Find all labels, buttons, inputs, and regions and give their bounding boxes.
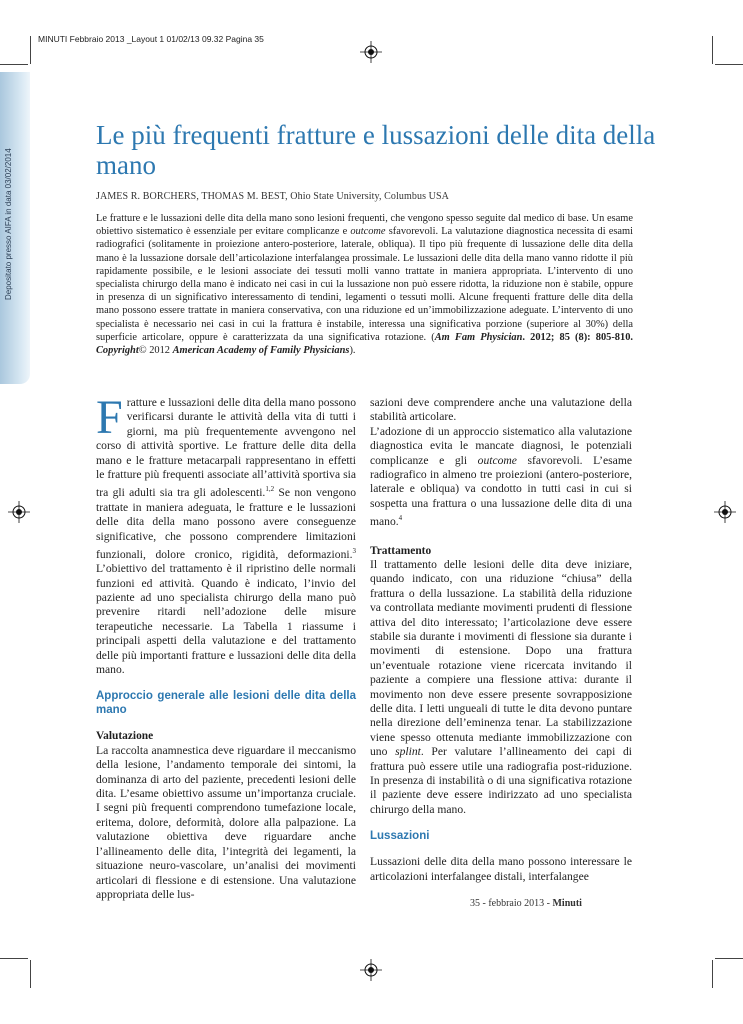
body-column-right	[370, 396, 632, 884]
article-authors: JAMES R. BORCHERS, THOMAS M. BEST, Ohio State University, Columbus USA	[96, 191, 449, 202]
subsection-heading: Trattamento	[370, 544, 432, 557]
crop-mark	[715, 958, 743, 959]
intro-paragraph: Fratture e lussazioni delle dita della mano possono verificarsi durante le attività della vita di tutti i giorni, ma più frequentemente avvengono nel corso di attività sportive. Le fratture delle dita della mano e le fratture metacarpali rappresentano in effetti le fratture più frequenti associate all’attività sportiva sia tra gli adulti sia tra gli adolescenti.$^{1,2}$ Se non vengono trattate in maniera adeguata, le fratture e le lussazioni delle dita della mano possono avere conseguenze significative, che possono comprendere limitazioni funzionali, dolore cronico, rigidità, deformazioni.$^3$ L’obiettivo del trattamento è il ripristino delle normali funzioni ed attività. Quando è indicato, l’invio del paziente ad uno specialista chirurgo della mano può prevenire ritardi nell’adozione delle misure terapeutiche necessarie. La Tabella 1 riassume i principali aspetti della valutazione e del trattamento delle più importanti fratture e lussazioni delle dita della mano.	[96, 391, 356, 677]
deposit-note: Depositato presso AIFA in data 03/02/2014	[4, 148, 13, 300]
crop-mark	[712, 960, 713, 988]
section-heading: Approccio generale alle lesioni delle dita della mano	[96, 690, 356, 717]
page-footer: 35 - febbraio 2013 - Minuti	[470, 898, 582, 909]
drop-cap: F	[96, 391, 123, 444]
printer-slug: MINUTI Febbraio 2013 _Layout 1 01/02/13 09.32 Pagina 35	[38, 34, 264, 44]
body-column-left	[96, 391, 356, 901]
registration-mark-icon	[8, 501, 30, 523]
subsection-heading: Valutazione	[96, 730, 154, 743]
article-abstract: Le fratture e le lussazioni delle dita della mano sono lesioni frequenti, che vengono spesso seguite dal medico di base. Un esame obiettivo sistematico è essenziale per evitare complicanze e outcome sfavorevoli. La valutazione diagnostica necessita di esami radiografici (solitamente in proiezione antero-posteriore, laterale, obliqua). Il tipo più frequente di lussazione delle dita della mano è la lussazione dorsale dell’articolazione interfalangea prossimale. Le lussazioni delle dita della mano vanno ridotte il più rapidamente possibile, e le lesioni associate dei tessuti molli vanno trattate in maniera appropriata. L’intervento di uno specialista chirurgo della mano è indicato nei casi in cui la lussazione non può essere ridotta, la riduzione non è stabile, oppure in presenza di un significativo interessamento di tendini, legamenti o tessuti molli. Alcune frequenti fratture delle dita della mano possono essere trattate in maniera conservativa, con una riduzione ed un’immobilizzazione adeguate. L’intervento di uno specialista è necessario nei casi in cui la frattura è instabile, interessa una significativa porzione (superiore al 30%) della superficie articolare, oppure è caratterizzata da una significativa rotazione. (Am Fam Physician. 2012; 85 (8): 805-810. Copyright© 2012 American Academy of Family Physicians).	[96, 213, 633, 357]
body-paragraph: L’adozione di un approccio sistematico alla valutazione diagnostica evita le mancate diagnosi, le potenziali complicanze e gli outcome sfavorevoli. L’esame radiografico in almeno tre proiezioni (antero-posteriore, laterale e obliqua) va condotto in tutti casi in cui si sospetta una frattura o una lussazione delle dita di una mano.$^4$	[370, 424, 632, 529]
crop-mark	[0, 958, 28, 959]
body-paragraph: Lussazioni delle dita della mano possono interessare le articolazioni interfalangee distali, interfalangee	[370, 855, 632, 883]
crop-mark	[30, 960, 31, 988]
crop-mark	[30, 36, 31, 64]
section-heading: Lussazioni	[370, 830, 430, 843]
crop-mark	[712, 36, 713, 64]
registration-mark-icon	[360, 41, 382, 63]
article-title: Le più frequenti fratture e lussazioni delle dita della mano	[96, 120, 656, 180]
body-paragraph: La raccolta anamnestica deve riguardare il meccanismo della lesione, l’andamento temporale dei sintomi, la dominanza di arto del paziente, precedenti lesioni delle dita. L’esame obiettivo assume un’importanza cruciale. I segni più frequenti comprendono tumefazione locale, eritema, dolore, deformità, dolore alla palpazione. La valutazione obiettiva deve riguardare anche l’allineamento delle dita, l’integrità dei legamenti, la situazione neuro-vascolare, un’analisi dei movimenti articolari di flessione e di estensione. Una valutazione appropriata delle lus-	[96, 743, 356, 901]
body-paragraph: Il trattamento delle lesioni delle dita deve iniziare, quando indicato, con una riduzione “chiusa” della frattura o della lussazione. La stabilità della riduzione va controllata mediante movimenti prudenti di flessione attiva del dito interessato; l’articolazione deve essere stabile sia durante i movimenti di flessione sia durante i movimenti di estensione. Dopo una frattura un’eventuale rotazione viene ricercata invitando il paziente a compiere una flessione attiva: durante il movimento non deve essere presente sovrapposizione delle dita. I letti ungueali di tutte le dita devono puntare nella direzione dell’eminenza tenar. La stabilizzazione viene spesso ottenuta mediante immobilizzazione con uno splint. Per valutare l’allineamento dei capi di frattura può essere utile una radiografia post-riduzione. In presenza di instabilità o di una significativa rotazione il paziente deve essere indirizzato ad uno specialista chirurgo della mano.	[370, 557, 632, 816]
crop-mark	[715, 64, 743, 65]
registration-mark-icon	[360, 959, 382, 981]
crop-mark	[0, 64, 28, 65]
body-paragraph: sazioni deve comprendere anche una valutazione della stabilità articolare.	[370, 396, 632, 424]
registration-mark-icon	[714, 501, 736, 523]
